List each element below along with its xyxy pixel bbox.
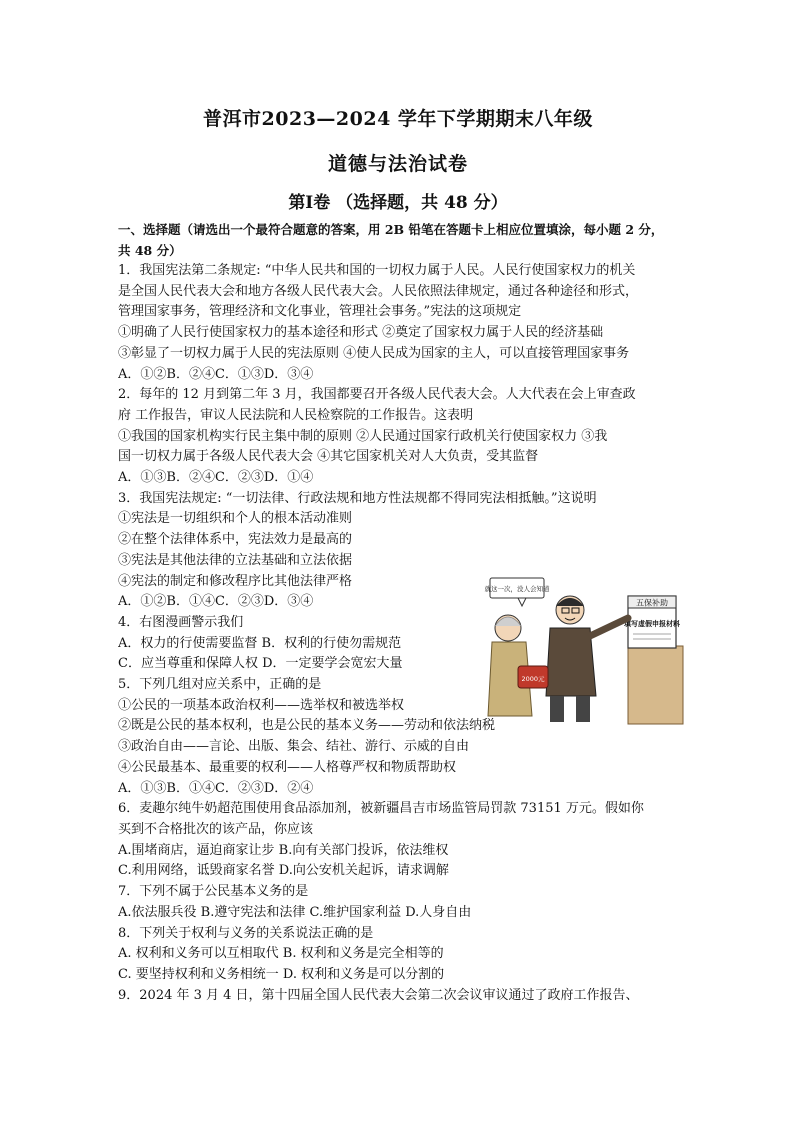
question-line: 3．我国宪法规定: “一切法律、行政法规和地方性法规都不得同宪法相抵触。”这说明 bbox=[118, 490, 597, 506]
question-option-line: ①宪法是一切组织和个人的根本活动准则 bbox=[118, 511, 353, 527]
speech-bubble bbox=[485, 578, 551, 606]
section-heading: 一、选择题（请选出一个最符合题意的答案，用 2B 铅笔在答题卡上相应位置填涂，每小题 2 分， 共 48 分） bbox=[118, 222, 664, 258]
question-option-line: ④宪法的制定和修改程序比其他法律严格 bbox=[118, 573, 353, 589]
money-bag bbox=[518, 666, 548, 688]
answer-choices: A．权力的行使需要监督 B．权利的行使勿需规范 bbox=[118, 635, 402, 651]
question-option-line: ①明确了人民行使国家权力的基本途径和形式 ②奠定了国家权力属于人民的经济基础 bbox=[118, 325, 604, 341]
answer-choices: A．①②B．②④C．①③D．③④ bbox=[118, 366, 314, 382]
question-line: 管理国家事务，管理经济和文化事业，管理社会事务。”宪法的这项规定 bbox=[118, 304, 522, 320]
question-option-line: ③宪法是其他法律的立法基础和立法依据 bbox=[118, 552, 353, 568]
question-line: 买到不合格批次的该产品，你应该 bbox=[118, 821, 314, 837]
answer-choices: A.依法服兵役 B.遵守宪法和法律 C.维护国家利益 D.人身自由 bbox=[118, 904, 472, 920]
answer-choices: A. 权利和义务可以互相取代 B. 权利和义务是完全相等的 bbox=[118, 946, 444, 962]
answer-choices: C. 要坚持权利和义务相统一 D. 权利和义务是可以分割的 bbox=[118, 966, 445, 982]
question-line: 府 工作报告，审议人民法院和人民检察院的工作报告。这表明 bbox=[118, 407, 474, 423]
question-8 bbox=[118, 924, 678, 986]
question-line: 5．下列几组对应关系中，正确的是 bbox=[118, 677, 322, 693]
answer-choices: A．①③B．①④C．②③D．②④ bbox=[118, 780, 314, 796]
fraud-sign bbox=[624, 596, 680, 648]
question-option-line: 国一切权力属于各级人民代表大会 ④其它国家机关对人大负责，受其监督 bbox=[118, 449, 539, 465]
money-bag-label: 2000元 bbox=[521, 675, 545, 683]
question-2 bbox=[118, 385, 678, 489]
question-line: 9．2024 年 3 月 4 日，第十四届全国人民代表大会第二次会议审议通过了政府工作报告、 bbox=[118, 987, 639, 1003]
question-option-line: ③彰显了一切权力属于人民的宪法原则 ④使人民成为国家的主人，可以直接管理国家事务 bbox=[118, 345, 630, 361]
question-option-line: ①我国的国家机构实行民主集中制的原则 ②人民通过国家行政机关行使国家权力 ③我 bbox=[118, 428, 608, 444]
answer-choices: A.围堵商店，逼迫商家让步 B.向有关部门投诉，依法维权 bbox=[118, 842, 449, 858]
question-7 bbox=[118, 882, 678, 923]
question-option-line: ②在整个法律体系中，宪法效力是最高的 bbox=[118, 532, 353, 548]
official-figure bbox=[546, 596, 628, 722]
speech-bubble-text: 就这一次，没人会知道 bbox=[484, 585, 550, 593]
answer-choices: C．应当尊重和保障人权 D．一定要学会宽宏大量 bbox=[118, 656, 403, 672]
question-line: 7．下列不属于公民基本义务的是 bbox=[118, 884, 309, 900]
subject-title: 道德与法治试卷 bbox=[327, 153, 468, 175]
question-1 bbox=[118, 261, 678, 385]
sign-body-text: 填写虚假申报材料 bbox=[624, 620, 680, 628]
question-line: 8．下列关于权利与义务的关系说法正确的是 bbox=[118, 925, 374, 941]
question-line: 是全国人民代表大会和地方各级人民代表大会。人民依照法律规定，通过各种途径和形式， bbox=[118, 283, 639, 299]
question-option-line: ②既是公民的基本权利，也是公民的基本义务——劳动和依法纳税 bbox=[118, 718, 496, 734]
question-option-line: ④公民最基本、最重要的权利——人格尊严权和物质帮助权 bbox=[118, 759, 457, 775]
question-9 bbox=[118, 986, 678, 1007]
question-line: 1．我国宪法第二条规定: “中华人民共和国的一切权力属于人民。人民行使国家权力的机关 bbox=[118, 263, 636, 278]
answer-choices: C.利用网络，诋毁商家名誉 D.向公安机关起诉，请求调解 bbox=[118, 863, 449, 879]
exam-page bbox=[118, 98, 678, 1006]
sign-header-text: 五保补助 bbox=[636, 598, 668, 608]
cartoon-svg bbox=[478, 576, 688, 726]
question-line: 6．麦趣尔纯牛奶超范围使用食品添加剂，被新疆昌吉市场监管局罚款 73151 万元。假如你 bbox=[118, 801, 644, 817]
answer-choices: A．①③B．②④C．②③D．①④ bbox=[118, 470, 314, 486]
question-6 bbox=[118, 799, 678, 882]
exam-title: 普洱市2023—2024 学年下学期期末八年级 bbox=[203, 108, 593, 130]
answer-choices: A．①②B．①④C．②③D．③④ bbox=[118, 594, 314, 610]
question-option-line: ③政治自由——言论、出版、集会、结社、游行、示威的自由 bbox=[118, 739, 470, 755]
question-option-line: ①公民的一项基本政治权利——选举权和被选举权 bbox=[118, 697, 405, 713]
part-title: 第Ⅰ卷 （选择题，共 48 分） bbox=[288, 193, 508, 213]
question-line: 2．每年的 12 月到第二年 3 月，我国都要召开各级人民代表大会。人大代表在会上审查政 bbox=[118, 387, 636, 403]
question-line: 4．右图漫画警示我们 bbox=[118, 614, 244, 630]
cartoon-illustration bbox=[478, 576, 688, 726]
